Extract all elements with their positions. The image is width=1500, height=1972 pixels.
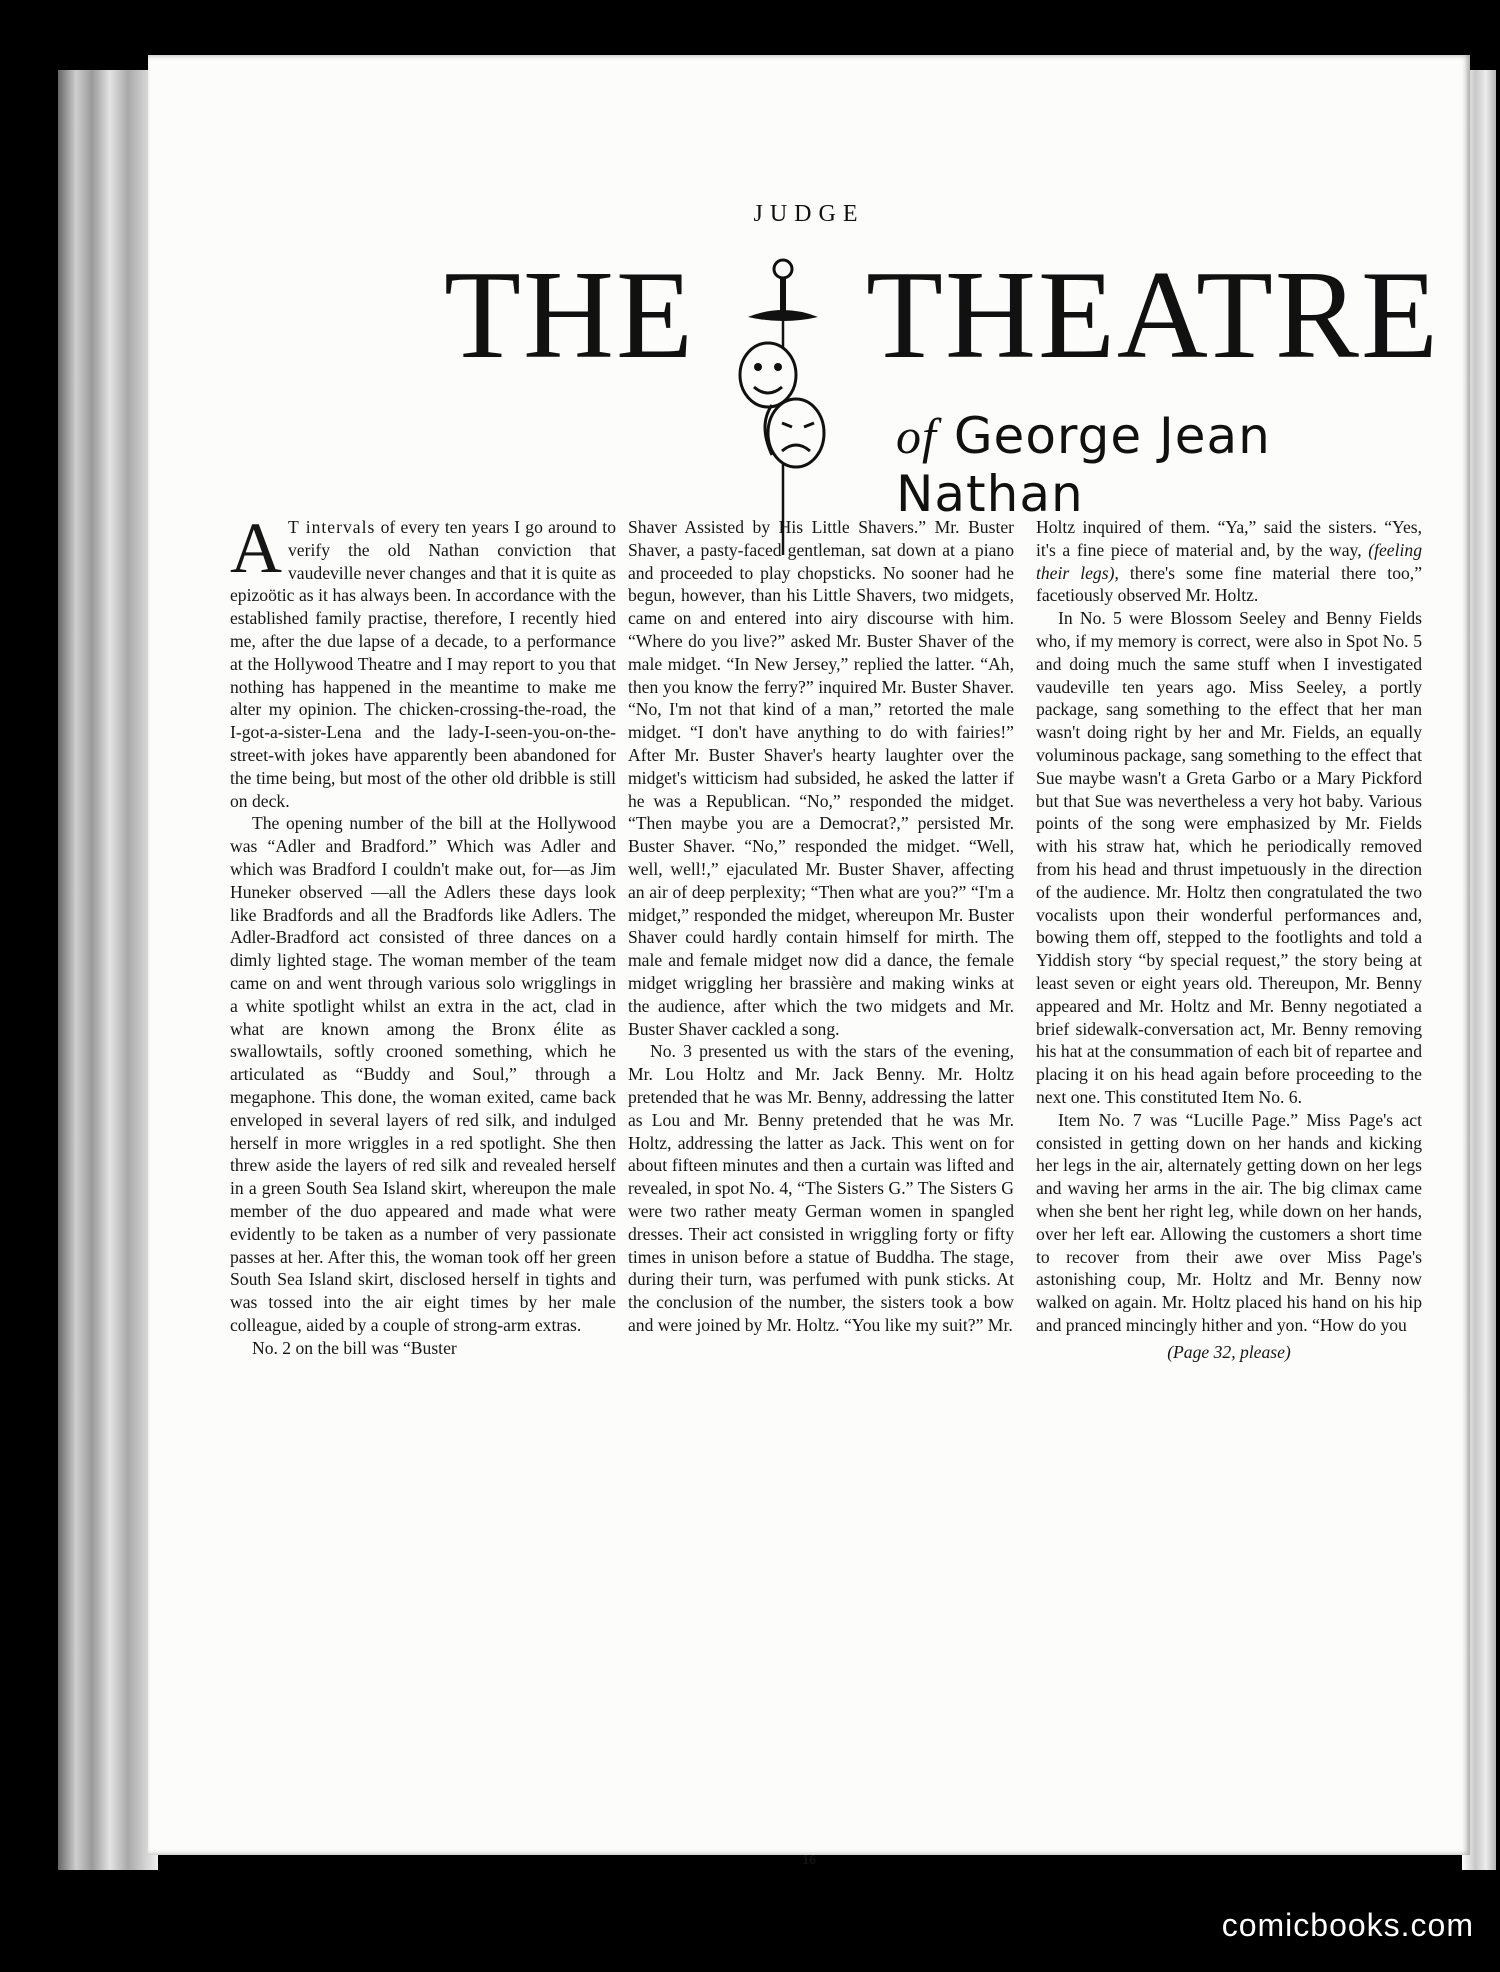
paragraph-text: Holtz inquired of them. “Ya,” said the sisters. “Yes, it's a fine piece of material and, by the way,: [1036, 517, 1422, 560]
paragraph-italic: (feeling their legs): [1036, 539, 1422, 583]
continued-notice: (Page 32, please): [1167, 1341, 1291, 1362]
title-theatre: THEATRE: [866, 246, 1440, 385]
paragraph-text: of every ten years I go around to verify the old Nathan conviction that vaudeville never changes and that it is quite as epizoötic as it has always been. In accordance with the established family practise, therefore, I recently hied me, after the due lapse of a decade, to a performance at the Hollywood Theatre and I may report to you that nothing has happened in the meantime to make me alter my opinion. The chicken-crossing-the-road, the I-got-a-sister-Lena and the lady-I-seen-you-on-the-street-with jokes have apparently been abandoned for the time being, but most of the other old dribble is still on deck.: [230, 517, 616, 811]
sword-masks-illustration: [728, 255, 838, 555]
paragraph: No. 3 presented us with the stars of the evening, Mr. Lou Holtz and Mr. Jack Benny. Mr. Holtz pretended that he was Mr. Benny, addressing the latter as Lou and Mr. Benny pretended that he was Mr. Holtz, addressing the latter as Jack. This went on for about fifteen minutes and then a curtain was lifted and revealed, in spot No. 4, “The Sisters G.” The Sisters G were two rather meaty German women in spangled dresses. Their act consisted in wriggling forty or fifty times in unison before a statue of Buddha. The stage, during their turn, was perfumed with punk sticks. At the conclusion of the number, the sisters took a bow and were joined by Mr. Holtz. “You like my suit?” Mr.: [628, 1041, 1014, 1335]
paragraph: [1036, 516, 1422, 607]
page-number: 16: [802, 1853, 816, 1868]
byline: [896, 407, 1470, 523]
paragraph: [230, 508, 616, 812]
paragraph-text: , there's some fine material there too,” facetiously observed Mr. Holtz.: [1036, 562, 1422, 606]
byline-name: George Jean Nathan: [896, 407, 1271, 523]
paragraph: No. 2 on the bill was “Buster: [252, 1337, 457, 1358]
lead-in: T intervals: [288, 517, 376, 537]
book-page-edges-left: [58, 70, 158, 1870]
paragraph: Shaver Assisted by His Little Shavers.” Mr. Buster Shaver, a pasty-faced gentleman, sat down at a piano and proceeded to play chopsticks. No sooner had he begun, however, than his Little Shavers, two midgets, came on and entered into airy discourse with him. “Where do you live?” asked Mr. Buster Shaver of the male midget. “In New Jersey,” replied the latter. “Ah, then you know the ferry?” inquired Mr. Buster Shaver. “No, I'm not that kind of a man,” retorted the male midget. “I don't have anything to do with fairies!” After Mr. Buster Shaver's hearty laughter over the midget's witticism had subsided, he asked the latter if he was a Republican. “No,” responded the midget. “Then maybe you are a Democrat?,” persisted Mr. Buster Shaver. “No,” responded the midget. “Well, well, well!,” ejaculated Mr. Buster Shaver, affecting an air of deep perplexity; “Then what are you?” “I'm a midget,” responded the midget, whereupon Mr. Buster Shaver could hardly contain himself for mirth. The male and female midget now did a dance, the female midget wriggling her brassière and making winks at the audience, after which the two midgets and Mr. Buster Shaver cackled a song.: [628, 517, 1014, 1039]
paragraph: The opening number of the bill at the Hollywood was “Adler and Bradford.” Which was Adler and which was Bradford I couldn't make out, for—as Jim Huneker observed —all the Adlers these days look like Bradfords and all the Bradfords like Adlers. The Adler-Bradford act consisted of three dances on a dimly lighted stage. The woman member of the team came on and went through various solo wrigglings in a white spotlight whilst an extra in the act, clad in what are known among the Bronx élite as swallowtails, softly crooned something, which he articulated as “Buddy and Soul,” through a megaphone. This done, the woman exited, came back enveloped in several layers of red silk, and indulged herself in more wriggles in a red spotlight. She then threw aside the layers of red silk and revealed herself in a green South Sea Island skirt, whereupon the male member of the duo appeared and made what were evidently to be taken as a number of very passionate passes at her. After this, the woman took off her green South Sea Island skirt, disclosed herself in tights and was tossed into the air eight times by her male colleague, aided by a couple of strong-arm extras.: [230, 813, 616, 1335]
watermark: comicbooks.com: [1221, 1907, 1474, 1943]
byline-of: of: [896, 408, 937, 464]
article-column-2: [628, 516, 1014, 1337]
running-head: JUDGE: [753, 201, 865, 227]
paragraph: Item No. 7 was “Lucille Page.” Miss Page's act consisted in getting down on her hands and kicking her legs in the air, alternately getting down on her legs and waving her arms in the air. The big climax came when she bent her right leg, while down on her hands, over her left ear. Allowing the customers a short time to recover from their awe over Miss Page's astonishing coup, Mr. Holtz and Mr. Benny now walked on again. Mr. Holtz placed his hand on his hip and pranced mincingly hither and yon. “How do you: [1036, 1109, 1422, 1335]
article-column-1: [230, 508, 616, 1359]
paragraph: In No. 5 were Blossom Seeley and Benny Fields who, if my memory is correct, were also in Spot No. 5 and doing much the same stuff when I investigated vaudeville ten years ago. Miss Seeley, a portly package, sang something to the effect that her man wasn't doing right by her and Mr. Fields, an equally voluminous package, sang something to the effect that Sue maybe wasn't a Greta Garbo or a Mary Pickford but that Sue was nevertheless a very hot baby. Various points of the song were emphasized by Mr. Fields with his straw hat, which he periodically removed from his head and thrust impetuously in the direction of the audience. Mr. Holtz then congratulated the two vocalists upon their wonderful performances and, bowing them off, stepped to the footlights and told a Yiddish story “by special request,” the story being at least seven or eight years old. Thereupon, Mr. Benny appeared and Mr. Holtz and Mr. Benny negotiated a brief sidewalk-conversation act, Mr. Benny removing his hat at the consummation of each bit of repartee and placing it on his head again before proceeding to the next one. This constituted Item No. 6.: [1036, 608, 1422, 1107]
article-column-3: [1036, 516, 1422, 1363]
title-the: THE: [444, 246, 695, 385]
drop-cap: A: [230, 508, 282, 588]
